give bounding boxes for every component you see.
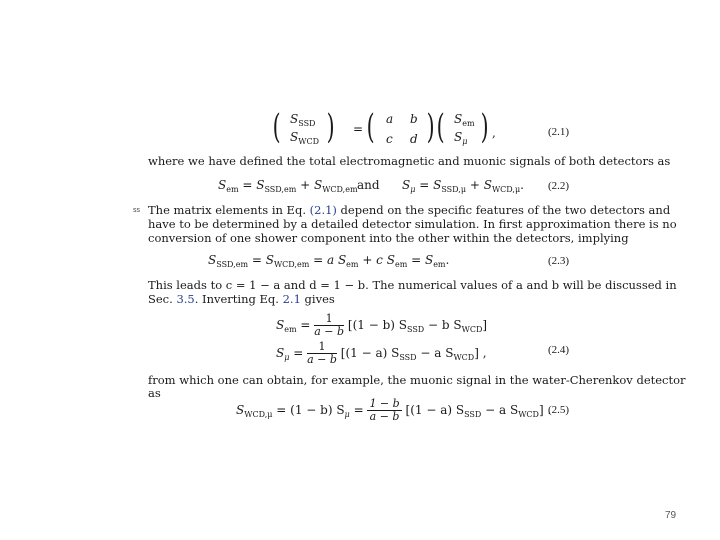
equation-2-5: $S_{WCD,\mu} = (1 - b) S_\mu$ = $\frac{1 - b}{a - b}$ [(1 − a) $S_{SSD} - a$ $S_{WCD}$] . [236,397,552,423]
eq-2-4-label: (2.4) [548,344,570,356]
matrix-a: a [386,112,394,126]
paragraph-inverting: Sec. 3.5. Inverting Eq. 2.1 gives [148,292,335,306]
paragraph-as: as [148,386,161,400]
ref-eq-2-1[interactable]: (2.1) [309,203,337,217]
fraction-1-minus-b-over-a-minus-b: $\frac{1 - b}{a - b}$ [369,397,400,423]
ref-sec-3-5[interactable]: 3.5 [176,292,195,306]
matrix-b: b [410,112,418,126]
paragraph-matrix-elements-line3: conversion of one shower component into the other within the detectors, implying [148,231,629,245]
matrix-d: d [410,132,418,146]
eq-2-1-label: (2.1) [548,126,570,138]
equation-2-2: $S_{em} = S_{SSD,em} + S_{WCD,em}$ [218,178,358,194]
paragraph-muonic-signal: from which one can obtain, for example, the muonic signal in the water-Cherenkov detector [148,373,686,387]
equation-2-4-row2: $S_\mu$ = $\frac{1}{a - b}$ [(1 − a) $S_{SSD} - a$ $S_{WCD}$] , [276,340,487,366]
fraction-1-over-a-minus-b-2: $\frac{1}{a - b}$ [307,340,337,366]
paragraph-matrix-elements-line2: have to be determined by a detailed detector simulation. In first approximation there is no [148,217,677,231]
ref-eq-2-1-b[interactable]: 2.1 [282,292,301,306]
equation-2-4-row1: $S_{em}$ = $\frac{1}{a - b}$ [(1 − b) $S_{SSD} - b$ $S_{WCD}$] [276,312,488,338]
fraction-1-over-a-minus-b: $\frac{1}{a - b}$ [314,312,345,338]
eq-2-3-label: (2.3) [548,255,570,267]
equation-2-2-right: $S_\mu = S_{SSD,\mu} + S_{WCD,\mu}$. [402,178,524,194]
matrix-c: c [386,132,393,146]
eq-2-2-label: (2.2) [548,180,570,192]
eq-2-1-equals: = [353,122,364,136]
paragraph-leads-to: This leads to c = 1 − a and d = 1 − b. The numerical values of a and b will be discussed in [148,278,677,292]
eq-2-5-label: (2.5) [548,404,570,416]
page-number: 79 [665,510,677,521]
margin-line-number: ss [133,207,140,214]
paragraph-matrix-elements-line1: The matrix elements in Eq. (2.1) depend on the specific features of the two detectors and [148,203,671,217]
eq-2-2-and: and [357,178,380,192]
paragraph-defined-signals: where we have defined the total electromagnetic and muonic signals of both detectors as [148,154,671,168]
equation-2-3: $S_{SSD,em} = S_{WCD,em} = a$ $S_{em} + c$ $S_{em} = S_{em}$. [208,253,450,269]
